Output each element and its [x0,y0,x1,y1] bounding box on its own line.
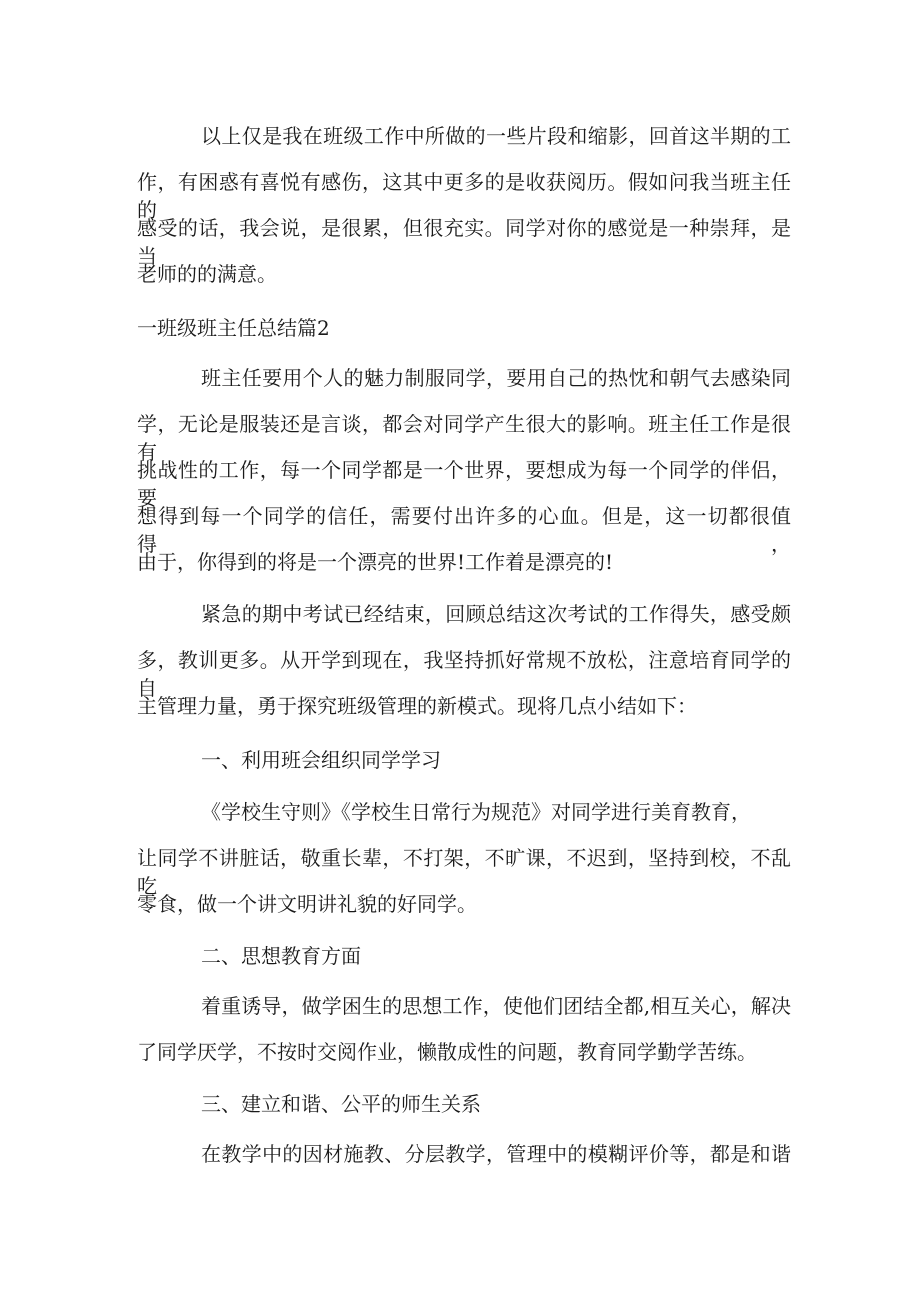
subheading-1: 一、利用班会组织同学学习 [201,748,441,772]
paragraph-4-line-3: 零食，做一个讲文明讲礼貌的好同学。 [137,892,477,916]
paragraph-1-line-3: 感受的话，我会说，是很累，但很充实。同学对你的感觉是一种崇拜，是当 [137,216,791,268]
paragraph-6-line-1: 在教学中的因材施教、分层教学，管理中的模糊评价等，都是和谐 [201,1142,791,1166]
paragraph-5-line-1: 着重诱导，做学困生的思想工作，使他们团结全都,相互关心，解决 [201,994,791,1018]
paragraph-1-line-2: 作，有困惑有喜悦有感伤，这其中更多的是收获阅历。假如问我当班主任的 [137,170,791,222]
paragraph-4-line-1: 《学校生守则》《学校生日常行为规范》对同学进行美育教育， [201,800,751,824]
paragraph-2-line-4: 想得到每一个同学的信任，需要付出许多的心血。但是，这一切都很值得， [137,504,791,556]
paragraph-3-line-3: 主管理力量，勇于探究班级管理的新模式。现将几点小结如下： [137,694,697,718]
paragraph-3-line-2: 多，教训更多。从开学到现在，我坚持抓好常规不放松，注意培育同学的自 [137,648,791,700]
paragraph-2-line-1: 班主任要用个人的魅力制服同学，要用自己的热忱和朝气去感染同 [201,366,791,390]
paragraph-5-line-2: 了同学厌学，不按时交阅作业，懒散成性的问题，教育同学勤学苦练。 [137,1040,757,1064]
section-heading: 一班级班主任总结篇2 [137,316,330,340]
paragraph-2-line-5: 由于，你得到的将是一个漂亮的世界!工作着是漂亮的! [137,550,614,574]
paragraph-4-line-2: 让同学不讲脏话，敬重长辈，不打架，不旷课，不迟到，坚持到校，不乱吃 [137,846,791,898]
paragraph-1-line-1: 以上仅是我在班级工作中所做的一些片段和缩影，回首这半期的工 [201,124,791,148]
paragraph-2-line-3: 挑战性的工作，每一个同学都是一个世界，要想成为每一个同学的伴侣，要 [137,458,791,510]
paragraph-1-line-4: 老师的的满意。 [137,262,277,286]
paragraph-3-line-1: 紧急的期中考试已经结束，回顾总结这次考试的工作得失，感受颇 [201,602,791,626]
paragraph-2-line-2: 学，无论是服装还是言谈，都会对同学产生很大的影响。班主任工作是很有 [137,412,791,464]
subheading-2: 二、思想教育方面 [201,944,361,968]
subheading-3: 三、建立和谐、公平的师生关系 [201,1092,481,1116]
